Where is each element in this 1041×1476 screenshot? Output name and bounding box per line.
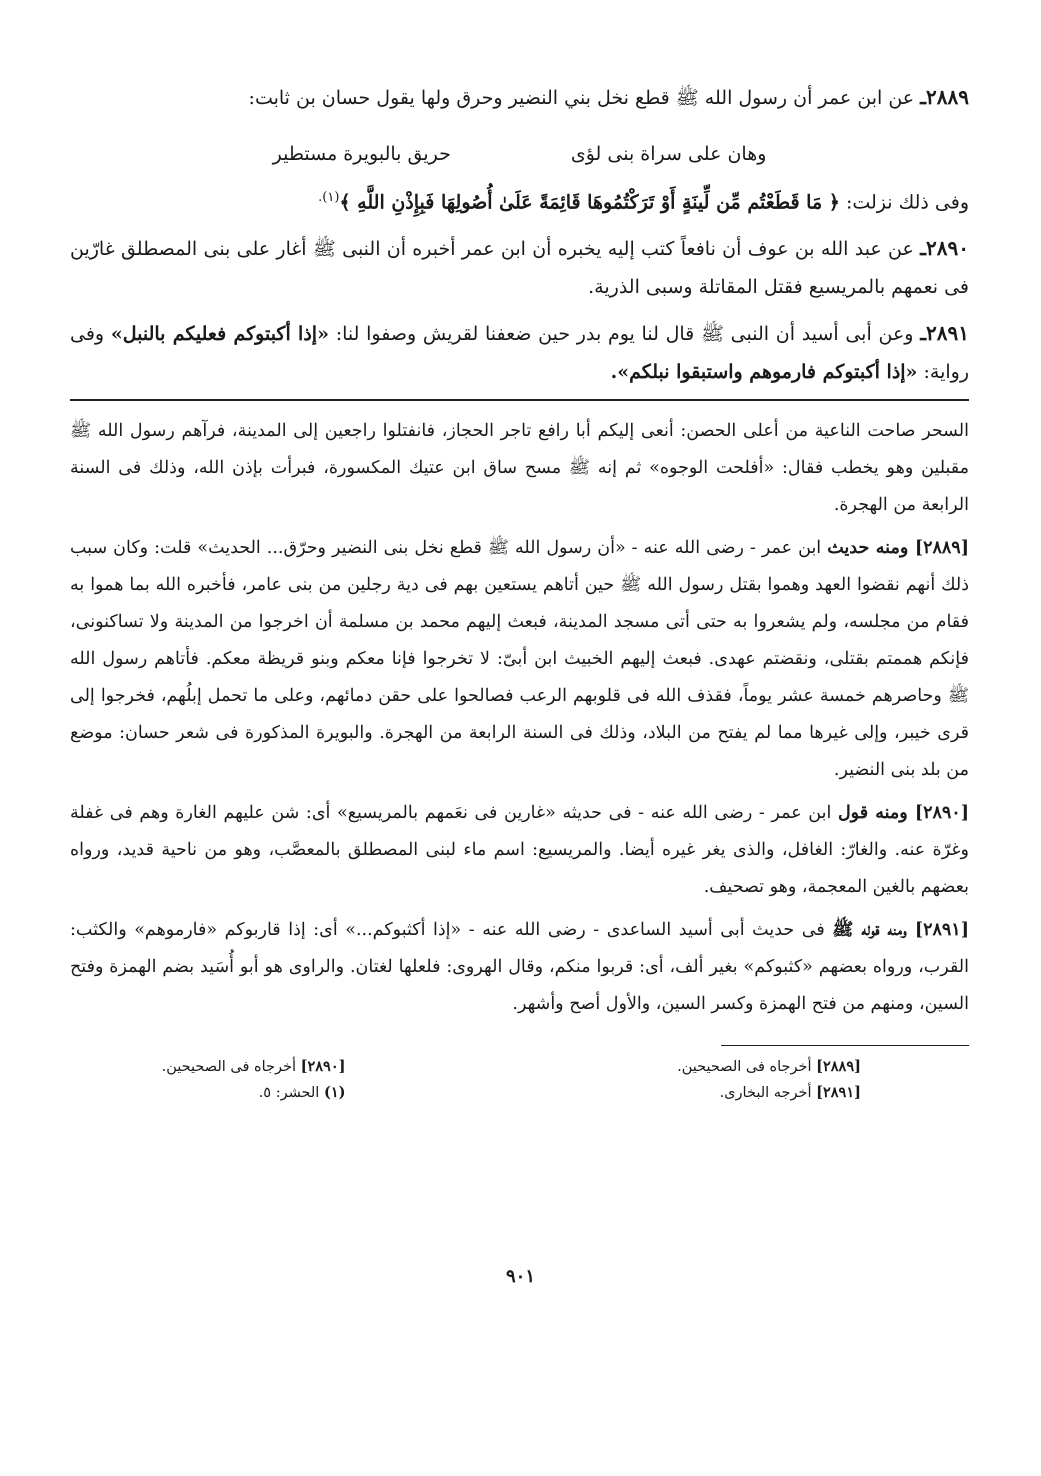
commentary-text: ابن عمر - رضى الله عنه - فى حديثه «غارين فى نعَمهم بالمريسيع» أى: شن عليهم الغارة وهم فى غفلة وغرّة عنه. والغارّ: الغافل، والذى يغر غيره أيضا. والمريسيع: اسم ماء لبنى المصطلق بالمعصَّب، وهو من ناحية قديد، ورواه بعضهم بالغين المعجمة، وهو تصحيف. <box>70 803 969 898</box>
footnote-ref: [٢٨٩٠] <box>300 1058 346 1076</box>
commentary-heading: [٢٨٨٩] ومنه حديث <box>827 538 969 559</box>
hadith-section <box>70 78 969 391</box>
footnote <box>70 1080 346 1106</box>
footnote <box>466 1080 862 1106</box>
commentary-paragraph <box>70 530 969 789</box>
commentary-heading: [٢٨٩١] ومنه قوله ﷺ <box>832 920 969 941</box>
footnote-ref: [٢٨٩١] <box>816 1084 861 1102</box>
footnote-text: الحشر: ٥. <box>258 1085 320 1102</box>
hadith-number: ٢٨٨٩ـ <box>920 85 969 109</box>
footnotes <box>70 1054 969 1106</box>
section-divider <box>70 399 969 401</box>
commentary-text: فى حديث أبى أسيد الساعدى - رضى الله عنه - «إذا أكثبوكم...» أى: إذا قاربوكم «فارموهم» والكثب: القرب، ورواه بعضهم «كثبوكم» بغير ألف، أى: قربوا منكم، وقال الهروى: فلعلها لغتان. والراوى هو أبو أُسَيد بضم الهمزة وفتح السين، ومنهم من فتح الهمزة وكسر السين، والأول أصح وأشهر. <box>70 920 969 1015</box>
footnote-column <box>466 1054 862 1106</box>
hadith-text: وعن أبى أسيد أن النبى ﷺ قال لنا يوم بدر حين ضعفنا لقريش وصفوا لنا: <box>335 323 914 346</box>
commentary-heading: [٢٨٩٠] ومنه قول <box>837 803 969 824</box>
commentary-paragraph <box>70 912 969 1023</box>
footnote-text: أخرجاه فى الصحيحين. <box>677 1059 812 1076</box>
hadith-text: عن عبد الله بن عوف أن نافعاً كتب إليه يخبره أن ابن عمر أخبره أن النبى ﷺ أغار على بنى المصطلق غارّين فى نعمهم بالمريسيع فقتل المقاتلة وسبى الذرية. <box>70 238 969 299</box>
footnote-divider <box>721 1045 969 1046</box>
hadith-2891 <box>70 314 969 391</box>
revelation-line <box>70 179 969 221</box>
hadith-text-mid: وفى رواية: <box>70 323 969 384</box>
footnote <box>466 1054 862 1080</box>
quran-verse: ﴿ مَا قَطَعْتُم مِّن لِّينَةٍ أَوْ تَرَكْتُمُوهَا قَائِمَةً عَلَىٰ أُصُولِهَا فَبِإِذْنِ اللَّهِ ﴾ <box>339 191 840 214</box>
footnote-marker: (١). <box>318 190 340 205</box>
revelation-intro: وفى ذلك نزلت: <box>845 191 969 214</box>
hadith-2889 <box>70 78 969 117</box>
hadith-number: ٢٨٩٠ـ <box>920 236 969 261</box>
footnote-text: أخرجه البخارى. <box>719 1085 812 1102</box>
commentary-text: ابن عمر - رضى الله عنه - «أن رسول الله ﷺ قطع نخل بنى النضير وحرّق... الحديث» قلت: وكان سبب ذلك أنهم نقضوا العهد وهموا بقتل رسول الله ﷺ حين أتاهم يستعين بهم فى دية رجلين من بنى عامر، فأخبره الله بما هموا به فقام من مجلسه، ولم يشعروا به حتى أتى مسجد المدينة، فبعث إليهم محمد بن مسلمة أن اخرجوا من المدينة ولا تساكنونى، فإنكم هممتم بقتلى، ونقضتم عهدى. فبعث إليهم الخبيث ابن أبىّ: لا تخرجوا فإنا معكم وبنو قريظة معكم. فأتاهم رسول الله ﷺ وحاصرهم خمسة عشر يوماً، فقذف الله فى قلوبهم الرعب فصالحوا على حقن دمائهم، وعلى ما تحمل إبلُهم، فخرجوا إلى قرى خيبر، وإلى غيرها مما لم يفتح من البلاد، وذلك فى السنة الرابعة من الهجرة. والبويرة المذكورة فى شعر حسان: موضع من بلد بنى النضير. <box>70 538 969 781</box>
footnote <box>70 1054 346 1080</box>
hadith-text: عن ابن عمر أن رسول الله ﷺ قطع نخل بني النضير وحرق ولها يقول حسان بن ثابت: <box>248 87 915 109</box>
footnote-text: أخرجاه فى الصحيحين. <box>161 1059 296 1076</box>
verse-second-hemistich: حريق بالبويرة مستطير <box>272 143 451 165</box>
hadith-quote: «إذا أكبتوكم فعليكم بالنبل» <box>110 323 329 346</box>
footnote-ref: (١) <box>323 1084 346 1102</box>
hadith-2890 <box>70 229 969 306</box>
page-number: ٩٠١ <box>505 1266 535 1287</box>
hadith-number: ٢٨٩١ـ <box>920 321 970 346</box>
verse-first-hemistich: وهان على سراة بنى لؤى <box>570 143 767 165</box>
hadith-quote: «إذا أكبتوكم فارموهم واستبقوا نبلكم». <box>610 361 918 384</box>
commentary-paragraph: السحر صاحت الناعية من أعلى الحصن: أنعى إليكم أبا رافع تاجر الحجاز، فانفتلوا راجعين إلى المدينة، فرآهم رسول الله ﷺ مقبلين وهو يخطب فقال: «أفلحت الوجوه» ثم إنه ﷺ مسح ساق ابن عتيك المكسورة، فبرأت بإذن الله، وذلك فى السنة الرابعة من الهجرة. <box>70 421 969 516</box>
poetry-verse <box>70 135 969 173</box>
commentary-paragraph <box>70 795 969 906</box>
footnote-ref: [٢٨٨٩] <box>816 1058 861 1076</box>
commentary-section <box>70 413 969 1023</box>
footnote-column <box>70 1054 466 1106</box>
